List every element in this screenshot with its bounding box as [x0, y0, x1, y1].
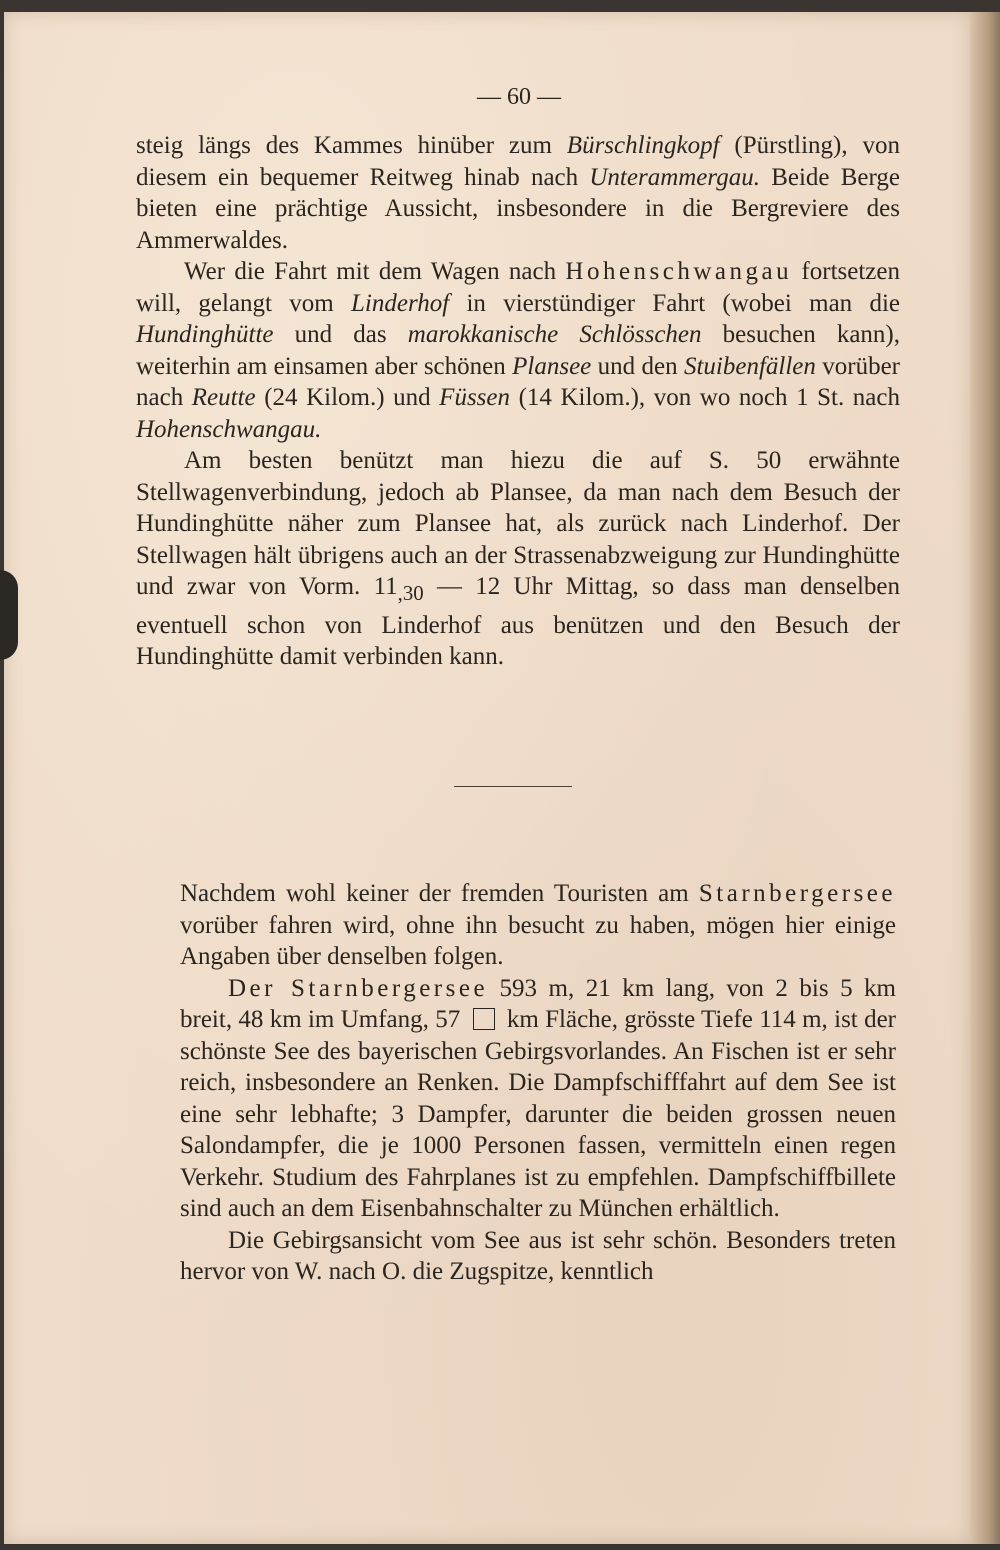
text-block-hohenschwangau: [136, 130, 900, 673]
place-name: Stuibenfällen: [683, 352, 816, 380]
place-name: Hundinghütte: [136, 321, 274, 348]
paragraph-stellwagen: [136, 445, 900, 673]
place-name-spaced: Starnbergersee: [698, 880, 896, 907]
book-page: [4, 12, 970, 1544]
section-divider: [454, 786, 572, 787]
paragraph-gebirgsansicht: [180, 1225, 896, 1288]
text-run: Beide Berge bieten eine prächtige Aussicht, insbesondere in die Bergreviere des Ammerwaldes.: [136, 163, 900, 254]
place-name: Hohenschwangau.: [136, 415, 322, 443]
square-unit-icon: [473, 1008, 495, 1030]
page-number: — 60 —: [477, 84, 561, 110]
text-run: — 12 Uhr Mittag, so dass man denselben eventuell schon von Linderhof aus benützen und den Besuch der Hundinghütte damit verbinden kann.: [136, 573, 900, 670]
text-run: Nachdem wohl keiner der fremden Touristen am: [180, 880, 699, 907]
text-run: 593 m, 21 km lang, von 2 bis 5 km breit, 48 km im Umfang, 57: [180, 974, 897, 1033]
text-run: fortsetzen will, gelangt vom: [136, 258, 900, 317]
page-edge: [970, 12, 1000, 1544]
text-run: und das: [273, 321, 408, 348]
place-name: Bürschlingkopf: [566, 132, 720, 159]
text-run: vorüber fahren wird, ohne ihn besucht zu haben, mögen hier einige Angaben über denselben folgen.: [180, 911, 896, 970]
text-run: (24 Kilom.) und: [255, 384, 440, 411]
place-name: marokkanische Schlösschen: [407, 321, 702, 348]
text-run: steig längs des Kammes hinüber zum: [136, 132, 567, 159]
text-run: Am besten benützt man hiezu die auf S. 50 erwähnte Stellwagenverbindung, jedoch ab Plansee, da man nach dem Besuch der Hundinghütte näher zum Plansee hat, als zurück nach Linderhof. Der Stellwagen hält übrigens auch an der Strassenabzweigung zur Hundinghütte und zwar von Vorm. 11: [136, 447, 900, 600]
place-name-spaced: Hohenschwangau: [565, 258, 793, 285]
paragraph-fahrt-hohenschwangau: [136, 256, 900, 445]
place-name-spaced: Der Starnbergersee: [228, 974, 489, 1002]
text-run: km Fläche, grösste Tiefe 114 m, ist der schönste See des bayerischen Gebirgsvorlandes. An Fischen ist er sehr reich, insbesondere an Renken. Die Dampfschifffahrt auf dem See ist eine sehr lebhafte; 3 Dampfer, darunter die beiden grossen neuen Salondampfer, die je 1000 Personen fassen, vermitteln einen regen Verkehr. Studium des Fahrplanes ist zu empfehlen. Dampfschiffbillete sind auch an dem Eisenbahnschalter zu München erhältlich.: [180, 1006, 897, 1222]
place-name: Plansee: [512, 352, 592, 380]
paragraph-buerschlingkopf: [136, 130, 900, 256]
text-run: besuchen kann), weiterhin am einsamen aber schönen: [136, 321, 901, 380]
place-name: Reutte: [191, 384, 256, 411]
place-name: Füssen: [439, 384, 510, 411]
text-block-starnbergersee: [180, 878, 896, 1288]
paragraph-starnbergersee-intro: [180, 878, 896, 973]
text-run: (14 Kilom.), von wo noch 1 St. nach: [510, 384, 900, 411]
place-name: Linderhof: [351, 289, 450, 317]
text-run: Die Gebirgsansicht vom See aus ist sehr schön. Besonders treten hervor von W. nach O. die Zugspitze, kenntlich: [180, 1226, 896, 1285]
text-run: und den: [591, 352, 684, 380]
binding-hole: [0, 570, 18, 660]
time-subscript: ,30: [397, 581, 424, 605]
text-run: (Pürstling), von diesem ein bequemer Reitweg hinab nach: [136, 132, 900, 191]
paragraph-starnbergersee-facts: [180, 973, 896, 1225]
text-run: in vierstündiger Fahrt (wobei man die: [449, 289, 900, 317]
text-run: vorüber nach: [136, 352, 900, 411]
place-name: Unterammergau.: [589, 163, 760, 191]
text-run: Wer die Fahrt mit dem Wagen nach: [184, 258, 566, 285]
